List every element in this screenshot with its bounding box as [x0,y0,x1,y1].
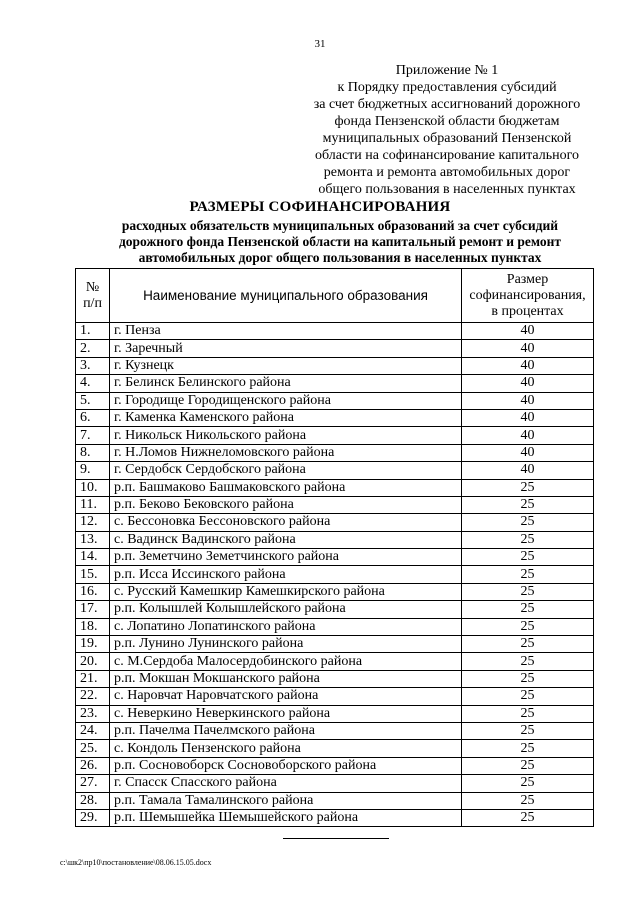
row-value: 25 [462,549,594,566]
row-value: 25 [462,566,594,583]
header-size-line1: Размер [506,271,549,287]
row-name: р.п. Мокшан Мокшанского района [110,670,462,687]
row-name: р.п. Беково Бековского района [110,496,462,513]
row-name: г. Пенза [110,323,462,340]
row-name: р.п. Колышлей Колышлейского района [110,601,462,618]
appendix-line: фонда Пензенской области бюджетам [334,114,560,129]
table-row [76,375,594,392]
row-name: р.п. Пачелма Пачелмского района [110,722,462,739]
row-name: г. Никольск Никольского района [110,427,462,444]
header-size-line2: софинансирования, [469,287,586,303]
row-value: 25 [462,496,594,513]
row-name: с. Бессоновка Бессоновского района [110,514,462,531]
row-number: 3. [76,357,110,374]
table-row [76,427,594,444]
row-name: с. Вадинск Вадинского района [110,531,462,548]
row-value: 25 [462,688,594,705]
table-header-row [76,269,594,323]
row-name: г. Городище Городищенского района [110,392,462,409]
table-row [76,549,594,566]
row-name: с. Кондоль Пензенского района [110,740,462,757]
table-body [76,323,594,827]
row-value: 25 [462,757,594,774]
row-value: 40 [462,409,594,426]
row-number: 10. [76,479,110,496]
row-name: г. Каменка Каменского района [110,409,462,426]
row-number: 2. [76,340,110,357]
subtitle-line: дорожного фонда Пензенской области на капитальный ремонт и ремонт [118,234,562,249]
table-row [76,566,594,583]
row-number: 18. [76,618,110,635]
row-value: 40 [462,340,594,357]
table-row [76,392,594,409]
row-value: 25 [462,618,594,635]
appendix-line: к Порядку предоставления субсидий [337,80,557,95]
row-value: 25 [462,775,594,792]
row-number: 29. [76,809,110,826]
row-name: с. Лопатино Лопатинского района [110,618,462,635]
table-row [76,323,594,340]
row-value: 40 [462,444,594,461]
table-row [76,357,594,374]
table-row [76,688,594,705]
row-number: 26. [76,757,110,774]
row-number: 12. [76,514,110,531]
cofinancing-table [75,268,594,827]
row-value: 25 [462,601,594,618]
row-number: 16. [76,583,110,600]
row-name: г. Спасск Спасского района [110,775,462,792]
row-number: 25. [76,740,110,757]
row-value: 25 [462,809,594,826]
row-number: 1. [76,323,110,340]
row-number: 27. [76,775,110,792]
appendix-header [280,62,614,198]
document-title: РАЗМЕРЫ СОФИНАНСИРОВАНИЯ [189,199,451,215]
row-number: 13. [76,531,110,548]
row-value: 25 [462,653,594,670]
appendix-line: за счет бюджетных ассигнований дорожного [313,97,581,112]
row-value: 25 [462,722,594,739]
header-number [76,269,110,323]
row-name: р.п. Шемышейка Шемышейского района [110,809,462,826]
row-name: р.п. Сосновоборск Сосновоборского района [110,757,462,774]
row-number: 24. [76,722,110,739]
row-value: 25 [462,740,594,757]
table-row [76,792,594,809]
table-row [76,618,594,635]
row-number: 20. [76,653,110,670]
appendix-line: области на софинансирование капитального [314,148,579,163]
header-name: Наименование муниципального образования [110,269,462,323]
table-row [76,479,594,496]
row-number: 21. [76,670,110,687]
appendix-line: ремонта и ремонта автомобильных дорог [323,165,571,180]
header-number-line2: п/п [83,295,102,311]
row-name: р.п. Тамала Тамалинского района [110,792,462,809]
row-value: 25 [462,531,594,548]
row-number: 9. [76,462,110,479]
appendix-line: муниципальных образований Пензенской [322,131,572,146]
row-number: 8. [76,444,110,461]
subtitle-line: автомобильных дорог общего пользования в населенных пунктах [138,250,542,265]
row-value: 40 [462,323,594,340]
table-row [76,636,594,653]
row-value: 25 [462,670,594,687]
row-number: 23. [76,705,110,722]
table-row [76,531,594,548]
row-value: 40 [462,462,594,479]
row-number: 4. [76,375,110,392]
row-number: 28. [76,792,110,809]
row-name: с. Русский Камешкир Камешкирского района [110,583,462,600]
row-name: г. Сердобск Сердобского района [110,462,462,479]
header-size-line3: в процентах [491,303,564,319]
table-row [76,705,594,722]
table-row [76,462,594,479]
subtitle-line: расходных обязательств муниципальных образований за счет субсидий [121,218,559,233]
row-name: г. Кузнецк [110,357,462,374]
row-name: с. Наровчат Наровчатского района [110,688,462,705]
table-row [76,496,594,513]
separator-line [283,838,389,839]
table-row [76,670,594,687]
table-row [76,775,594,792]
table-row [76,340,594,357]
row-value: 25 [462,479,594,496]
row-number: 15. [76,566,110,583]
table-row [76,757,594,774]
header-number-line1: № [85,279,100,295]
row-name: с. Неверкино Неверкинского района [110,705,462,722]
row-value: 25 [462,705,594,722]
row-name: г. Заречный [110,340,462,357]
file-path-footer: c:\шк2\пр10\постановление\08.06.15.05.docx [60,858,212,867]
header-size [462,269,594,323]
appendix-line: общего пользования в населенных пунктах [318,182,576,197]
table-row [76,809,594,826]
row-value: 40 [462,357,594,374]
row-value: 25 [462,792,594,809]
row-value: 40 [462,392,594,409]
row-value: 25 [462,583,594,600]
row-number: 7. [76,427,110,444]
row-name: г. Н.Ломов Нижнеломовского района [110,444,462,461]
document-subtitle [50,218,630,266]
appendix-line: Приложение № 1 [395,63,499,78]
table-row [76,409,594,426]
row-value: 40 [462,375,594,392]
table-row [76,653,594,670]
row-number: 17. [76,601,110,618]
page-number: 31 [314,38,326,50]
row-number: 19. [76,636,110,653]
table-row [76,601,594,618]
row-number: 5. [76,392,110,409]
table-row [76,514,594,531]
row-name: с. М.Сердоба Малосердобинского района [110,653,462,670]
table-row [76,740,594,757]
row-value: 25 [462,636,594,653]
row-name: р.п. Башмаково Башмаковского района [110,479,462,496]
row-number: 14. [76,549,110,566]
row-value: 40 [462,427,594,444]
row-number: 22. [76,688,110,705]
row-number: 6. [76,409,110,426]
table-row [76,583,594,600]
table-row [76,444,594,461]
table-row [76,722,594,739]
row-value: 25 [462,514,594,531]
row-name: р.п. Исса Иссинского района [110,566,462,583]
row-number: 11. [76,496,110,513]
row-name: р.п. Земетчино Земетчинского района [110,549,462,566]
row-name: г. Белинск Белинского района [110,375,462,392]
row-name: р.п. Лунино Лунинского района [110,636,462,653]
